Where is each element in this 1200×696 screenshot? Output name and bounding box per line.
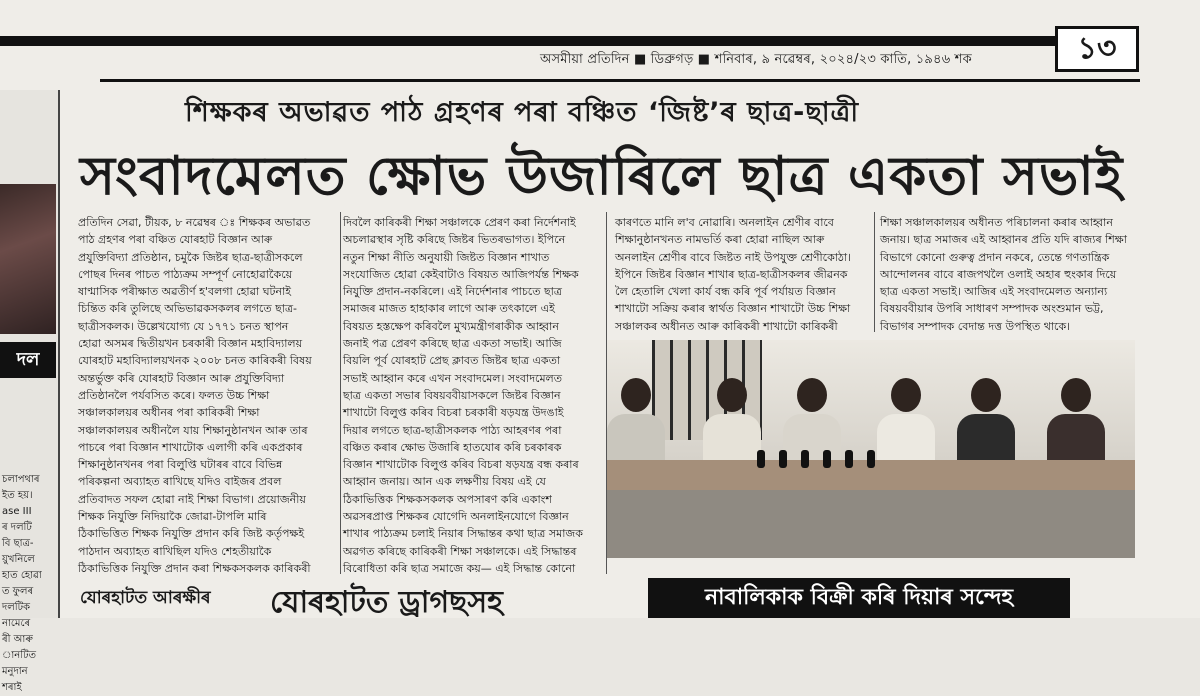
- text-line: শিক্ষক নিযুক্তি নিদিয়াকৈ জোৱা-টাপলি মাৰি: [78, 510, 267, 524]
- text-line: ছাত্ৰ একতা সভাই। আজিৰ এই সংবাদমেলত অন্যান্য: [880, 285, 1108, 299]
- text-line: ইপিনে জিষ্টৰ বিজ্ঞান শাখাৰ ছাত্ৰ-ছাত্ৰীসকলৰ জীৱনক: [615, 267, 848, 281]
- text-line: শৰাই: [2, 682, 22, 693]
- text-line: প্ৰতিষ্ঠানলৈ পৰ্যবসিত কৰে। ফলত উচ্চ শিক্ষা: [78, 388, 270, 402]
- story-headline-left: যোৰহাটত আৰক্ষীৰ: [80, 588, 211, 608]
- microphone: [823, 450, 831, 468]
- text-line: ঠিকাভিত্তিক নিযুক্তি প্ৰদান কৰা শিক্ষকসকলক কাৰিকৰী: [78, 561, 311, 575]
- text-line: চিন্তিত কৰি তুলিছে অভিভাৱকসকলৰ লগতে ছাত্ৰ-: [78, 302, 297, 316]
- text-line: সংযোজিত হোৱা কেইবাটাও বিষয়ত আজিপৰ্যন্ত শিক্ষক: [343, 267, 579, 281]
- text-line: নিযুক্তি প্ৰদান-নকৰিলে। এই নিৰ্দেশনাৰ পাচতে ছাত্ৰ: [343, 285, 562, 299]
- story-headline-center: যোৰহাটত ড্ৰাগছসহ: [270, 585, 503, 620]
- text-line: বিষয়ববীয়াৰ উপৰি সাধাৰণ সম্পাদক অংশুমান ভট্ট,: [880, 302, 1104, 316]
- text-line: ৰ দলটি: [2, 522, 32, 533]
- text-line: শাখাটো বিলুপ্ত কৰিব বিচৰা চৰকাৰী ষড়যন্ত্ৰ উদঙাই: [343, 406, 564, 420]
- text-line: বিভাগে কোনো গুৰুত্ব প্ৰদান নকৰে, তেন্তে গণতান্ত্ৰিক: [880, 250, 1110, 264]
- microphone: [779, 450, 787, 468]
- text-line: অচলাৱস্থাৰ সৃষ্টি কৰিছে জিষ্টৰ ভিতৰভাগত। ইপিনে: [343, 233, 566, 247]
- text-line: জনাই পত্ৰ প্ৰেৰণ কৰিছে ছাত্ৰ একতা সভাই। আজি: [343, 337, 562, 351]
- text-line: শিক্ষানুষ্ঠানখনৰ পৰা বিলুপ্তি ঘটাৰৰ বাবে বিভিন্ন: [78, 458, 283, 472]
- text-line: অনলাইন শ্ৰেণীৰ বাবে জিষ্টত নাই উপযুক্ত শ্ৰেণীকোঠা।: [615, 250, 851, 264]
- text-line: সঞ্চালকৰ অধীনত আৰু কাৰিকৰী শাখাটো কাৰিকৰী: [615, 319, 838, 333]
- text-line: বিষয়ত হস্তক্ষেপ কৰিবলৈ মুখ্যমন্ত্ৰীগৰাকীক আহ্বান: [343, 319, 559, 333]
- adjacent-column-strip: [0, 90, 60, 693]
- text-line: কাৰণতে মানি ল'ব নোৱাৰি। অনলাইন শ্ৰেণীৰ বাবে: [615, 216, 834, 229]
- text-line: নতুন শিক্ষা নীতি অনুযায়ী জিষ্টত বিজ্ঞান শাখাত: [343, 250, 550, 264]
- text-line: হোৱা অসমৰ দ্বিতীয়খন চৰকাৰী বিজ্ঞান মহাবিদ্যালয়: [78, 337, 303, 351]
- text-line: ase III: [2, 506, 32, 517]
- article-kicker: শিক্ষকৰ অভাৱত পাঠ গ্ৰহণৰ পৰা বঞ্চিত ‘জিষ্ট’ৰ ছাত্ৰ-ছাত্ৰী: [185, 97, 860, 128]
- microphone: [801, 450, 809, 468]
- text-line: ইত হয়।: [2, 490, 33, 501]
- text-line: ছাত্ৰ একতা সভাৰ বিষয়ববীয়াসকলে জিষ্টৰ বিজ্ঞান: [343, 388, 561, 402]
- text-line: অন্তৰ্ভুক্ত কৰি যোৰহাট বিজ্ঞান আৰু প্ৰযুক্তিবিদ্যা: [78, 371, 285, 385]
- text-line: শিক্ষা সঞ্চালকালয়ৰ অধীনত পৰিচালনা কৰাৰ আহ্বান: [880, 216, 1113, 229]
- text-line: লৈ হেতালি খেলা কাৰ্য বন্ধ কৰি পূৰ্ব পৰ্যায়ত বিজ্ঞান: [615, 285, 836, 299]
- column-divider: [340, 212, 341, 574]
- text-line: প্ৰতিবাদত সফল হোৱা নাই শিক্ষা বিভাগ। প্ৰয়োজনীয়: [78, 492, 306, 506]
- text-line: ানটিত: [2, 650, 37, 661]
- text-line: পাঠ গ্ৰহণৰ পৰা বঞ্চিত যোৰহাট বিজ্ঞান আৰু: [78, 233, 273, 247]
- text-line: পাচৰে পৰা বিজ্ঞান শাখাটোক এলাগী কৰি একপ্ৰকাৰ: [78, 440, 303, 454]
- text-line: বি ছাত্ৰ-: [2, 538, 34, 549]
- text-line: পাঠদান অব্যাহত ৰাখিছিল যদিও শেহতীয়াকৈ: [78, 544, 272, 558]
- text-line: নামেৰে: [2, 618, 31, 629]
- microphone: [757, 450, 765, 468]
- text-line: আহ্বান জনায়। আন এক লক্ষণীয় বিষয় এই যে: [343, 475, 546, 489]
- text-line: অৱগত কৰিছে কাৰিকৰী শিক্ষা সঞ্চালকে। এই সিদ্ধান্তৰ: [343, 544, 577, 558]
- article-column-1: [78, 214, 340, 574]
- text-line: সমাজৰ মাজত হাহাকাৰ লাগে আৰু তৎকালে এই: [343, 302, 555, 316]
- article-column-3: [615, 214, 870, 334]
- text-line: মনুদান: [2, 666, 28, 677]
- text-line: সঞ্চালকালয়ৰ অধীনৰ পৰা কাৰিকৰী শিক্ষা: [78, 406, 260, 420]
- microphone: [867, 450, 875, 468]
- text-line: দলটিক: [2, 602, 31, 613]
- article-column-4: [880, 214, 1138, 334]
- text-line: ষাণ্মাসিক পৰীক্ষাত অৱতীৰ্ণ হ'বলগা হোৱা ঘটনাই: [78, 285, 291, 299]
- header-divider: [100, 79, 1140, 82]
- microphone: [845, 450, 853, 468]
- text-line: সভাই আহ্বান কৰে এখন সংবাদমেল। সংবাদমেলত: [343, 371, 563, 385]
- press-conference-photo: [607, 340, 1135, 558]
- text-line: যোৰহাট মহাবিদ্যালয়খনক ২০০৮ চনত কাৰিকৰী বিষয়: [78, 354, 312, 368]
- adjacent-badge: দল: [0, 342, 56, 378]
- text-line: বিৰোধিতা কৰি ছাত্ৰ সমাজে কয়— এই সিদ্ধান্ত কোনো: [343, 561, 576, 575]
- text-line: হাত হোৱা: [2, 570, 42, 581]
- text-line: ৰী আৰু: [2, 634, 33, 645]
- text-line: সঞ্চালকালয়ৰ অধীনলৈ যায় শিক্ষানুষ্ঠানখন আৰু তাৰ: [78, 423, 308, 437]
- text-line: বিয়লি পূৰ্ব যোৰহাট প্ৰেছ ক্লাবত জিষ্টৰ ছাত্ৰ একতা: [343, 354, 561, 368]
- article-headline: সংবাদমেলত ক্ষোভ উজাৰিলে ছাত্ৰ একতা সভাই: [80, 146, 1124, 207]
- text-line: পৰিকল্পনা অব্যাহত ৰাখিছে যদিও বাইজৰ প্ৰবল: [78, 475, 282, 489]
- text-line: ঠিকাভিত্তিত শিক্ষক নিযুক্তি প্ৰদান কৰি জিষ্ট কৰ্তৃপক্ষই: [78, 527, 305, 541]
- photo-floor: [607, 490, 1135, 558]
- text-line: দিবলৈ কাৰিকৰী শিক্ষা সঞ্চালকে প্ৰেৰণ কৰা নিৰ্দেশনাই: [343, 216, 576, 229]
- text-line: প্ৰযুক্তিবিদ্যা প্ৰতিষ্ঠান, চমুকৈ জিষ্টৰ ছাত্ৰ-ছাত্ৰীসকলে: [78, 250, 303, 264]
- text-line: জনায়। ছাত্ৰ সমাজৰ এই আহ্বানৰ প্ৰতি যদি ৰাজ্যৰ শিক্ষা: [880, 233, 1127, 247]
- adjacent-photo: [0, 184, 56, 334]
- text-line: অৱসৰপ্ৰাপ্ত শিক্ষকৰ যোগেদি অনলাইনযোগে বিজ্ঞান: [343, 510, 569, 524]
- text-line: আন্দোলনৰ বাবে ৰাজপথলৈ ওলাই অহাৰ হুংকাৰ দিয়ে: [880, 267, 1117, 281]
- text-line: শাখাৰ পাঠ্যক্ৰম চলাই নিয়াৰ সিদ্ধান্তৰ কথা ছাত্ৰ সমাজক: [343, 527, 583, 541]
- text-line: ছাত্ৰীসকলক। উল্লেখযোগ্য যে ১৭৭১ চনত স্থাপন: [78, 319, 289, 333]
- text-line: বিভাগৰ সম্পাদক বেদান্ত দত্ত উপস্থিত থাকে।: [880, 319, 1071, 333]
- column-divider: [874, 212, 875, 332]
- text-line: পোছৰ দিনৰ পাচত পাঠ্যক্ৰম সম্পূৰ্ণ নোহোৱাকৈয়ে: [78, 267, 293, 281]
- text-line: প্ৰতিদিন সেৱা, টীয়ক, ৮ নৱেম্বৰ ঃ শিক্ষকৰ অভাৱত: [78, 216, 311, 229]
- text-line: শাখাটো সক্ৰিয় কৰাৰ স্বাৰ্থত বিজ্ঞান শাখাটো উচ্চ শিক্ষা: [615, 302, 851, 316]
- text-line: ত ফুলৰ: [2, 586, 34, 597]
- adjacent-text: [2, 472, 56, 696]
- story-headline-boxed: নাবালিকাক বিক্ৰী কৰি দিয়াৰ সন্দেহ: [648, 578, 1070, 618]
- text-line: দিয়াৰ লগতে ছাত্ৰ-ছাত্ৰীসকলক পাঠ্য আহৰণৰ পৰা: [343, 423, 562, 437]
- text-line: শিক্ষানুষ্ঠানখনত নামভৰ্তি কৰা হোৱা নাছিল আৰু: [615, 233, 825, 247]
- masthead-line: অসমীয়া প্ৰতিদিন ■ ডিব্ৰুগড় ■ শনিবাৰ, ৯ নৱেম্বৰ, ২০২৪/২৩ কাতি, ১৯৪৬ শক: [540, 52, 972, 67]
- article-column-2: [343, 214, 603, 574]
- masthead-rule: [0, 36, 1060, 46]
- text-line: বঞ্চিত কৰাৰ ক্ষোভ উজাৰি হাতযোৰ কৰি চৰকাৰক: [343, 440, 562, 454]
- page-number: ১৩: [1055, 26, 1139, 72]
- text-line: য়ুখনিলে: [2, 554, 35, 565]
- text-line: চলাপথাৰ: [2, 474, 40, 485]
- text-line: বিজ্ঞান শাখাটোক বিলুপ্ত কৰিব বিচৰা ষড়যন্ত্ৰ বন্ধ কৰাৰ: [343, 458, 579, 472]
- text-line: ঠিকাভিত্তিক শিক্ষকসকলক অপসাৰণ কৰি একাংশ: [343, 492, 552, 506]
